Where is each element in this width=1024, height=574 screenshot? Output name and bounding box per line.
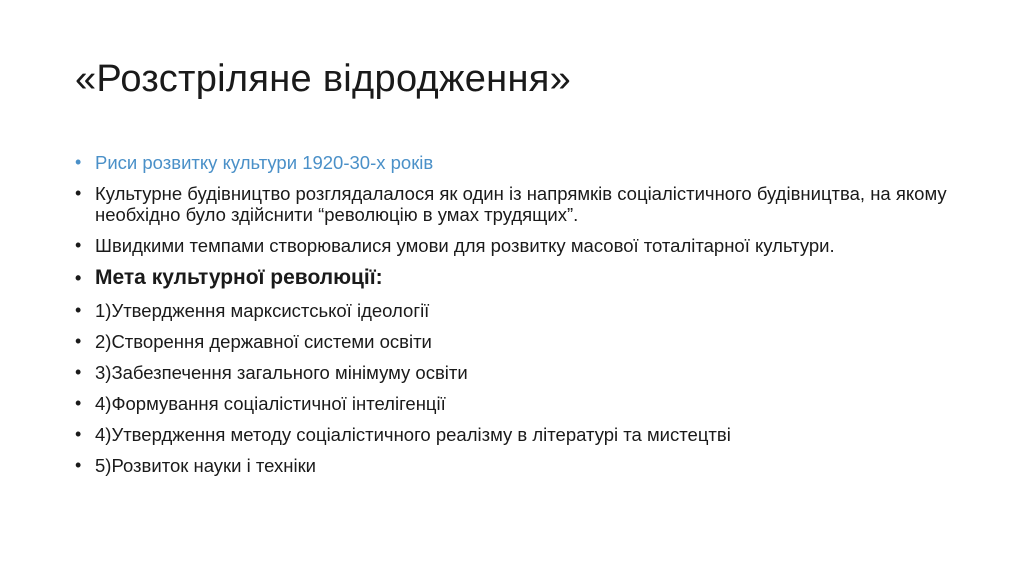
bullet-text: 3)Забезпечення загального мінімуму освіти	[95, 362, 468, 383]
bullet-text: Швидкими темпами створювалися умови для розвитку масової тоталітарної культури.	[95, 235, 835, 256]
bullet-dot-icon: •	[75, 183, 82, 203]
bullet-item	[75, 393, 955, 414]
bullet-item	[75, 183, 955, 225]
bullet-text: 4)Утвердження методу соціалістичного реалізму в літературі та мистецтві	[95, 424, 731, 445]
bullet-dot-icon: •	[75, 268, 82, 288]
bullet-dot-icon: •	[75, 424, 82, 444]
bullet-item	[75, 331, 955, 352]
bullet-item	[75, 455, 955, 476]
bullet-dot-icon: •	[75, 300, 82, 320]
bullet-dot-icon: •	[75, 331, 82, 351]
bullet-item-heading	[75, 266, 955, 290]
bullet-item	[75, 235, 955, 256]
bullet-dot-icon: •	[75, 455, 82, 475]
bullet-dot-icon: •	[75, 235, 82, 255]
bullet-item-subtitle	[75, 152, 955, 173]
bullet-text: Риси розвитку культури 1920-30-х років	[95, 152, 434, 173]
bullet-item	[75, 300, 955, 321]
bullet-item	[75, 424, 955, 445]
bullet-text: 1)Утвердження марксистської ідеології	[95, 300, 430, 321]
bullet-item	[75, 362, 955, 383]
bullet-dot-icon: •	[75, 393, 82, 413]
bullet-text: 4)Формування соціалістичної інтелігенції	[95, 393, 446, 414]
bullet-text: 5)Розвиток науки і техніки	[95, 455, 317, 476]
bullet-dot-icon: •	[75, 362, 82, 382]
bullet-dot-icon: •	[75, 152, 82, 172]
slide-title: «Розстріляне відродження»	[75, 58, 572, 100]
bullet-text: Культурне будівництво розглядалалося як один із напрямків соціалістичного будівництва, на якому необхідно було здійснити “революцію в умах трудящих”.	[95, 183, 947, 225]
bullet-list	[75, 152, 955, 486]
bullet-text: 2)Створення державної системи освіти	[95, 331, 432, 352]
bullet-text: Мета культурної революції:	[95, 266, 383, 289]
